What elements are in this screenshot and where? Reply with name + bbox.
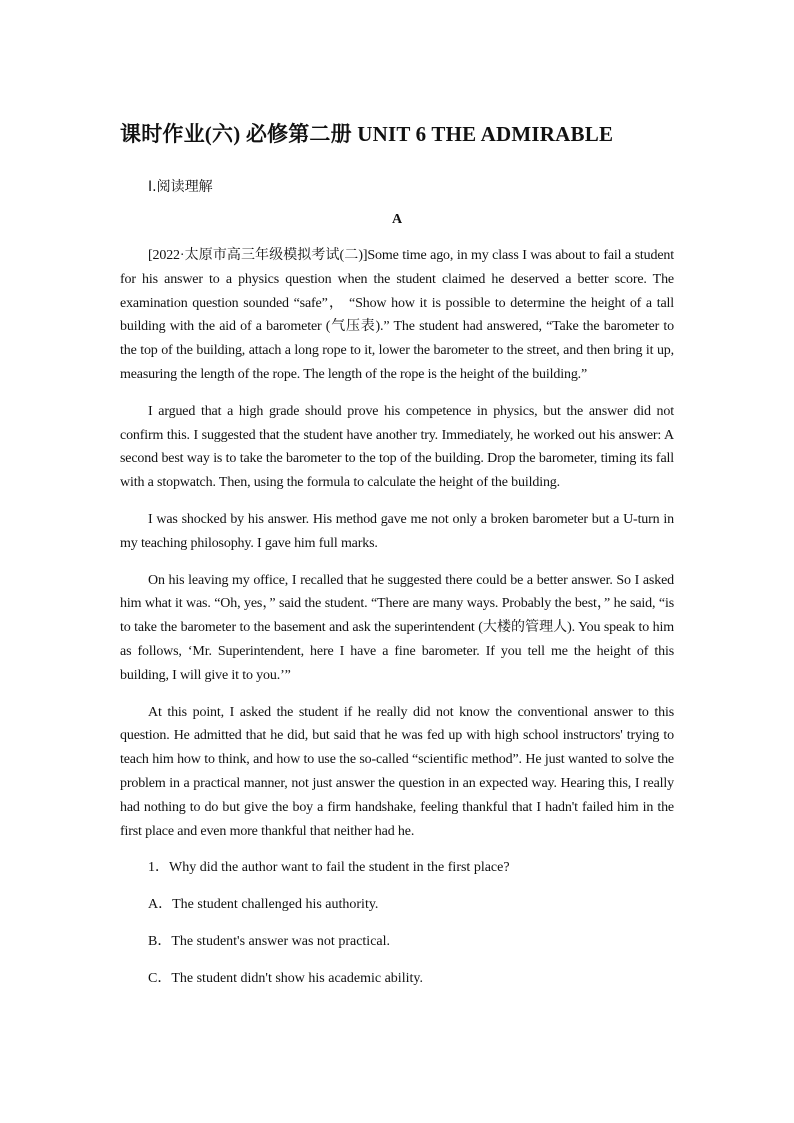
- paragraph: On his leaving my office, I recalled that he suggested there could be a better answer. So I asked him what it was. “Oh, yes，” said the student. “There are many ways. Probably the best，” he said, “is to take the barometer to the basement and ask the superintendent (大楼的管理人). You speak to him as follows, ‘Mr. Superintendent, here I have a fine barometer. If you tell me the height of this building, I will give it to you.’”: [120, 572, 674, 683]
- paragraph: At this point, I asked the student if he really did not know the conventional answer to this question. He admitted that he did, but said that he was fed up with high school instructors' trying to teach him how to think, and how to use the so-called “scientific method”. He just wanted to solve the problem in a practical manner, not just answer the question in an expected way. Hearing this, I really had nothing to do but give the boy a firm handshake, feeling thankful that I hadn't failed him in the first place and even more thankful that neither had he.: [120, 704, 674, 839]
- option-c: C．The student didn't show his academic ability.: [148, 970, 423, 986]
- option-a: A．The student challenged his authority.: [148, 897, 379, 913]
- question-1: 1．Why did the author want to fail the student in the first place?: [148, 860, 510, 876]
- passage-label: A: [391, 212, 403, 227]
- paragraph: I was shocked by his answer. His method gave me not only a broken barometer but a U-turn in my teaching philosophy. I gave him full marks.: [120, 511, 674, 551]
- passage-body: [120, 244, 674, 1004]
- paragraph: I argued that a high grade should prove his competence in physics, but the answer did not confirm this. I suggested that the student have another try. Immediately, he worked out his answer: A second best way is to take the barometer to the top of the building. Drop the barometer, timing its fall with a stopwatch. Then, using the formula to calculate the height of the building.: [120, 403, 674, 491]
- page-title: 课时作业(六) 必修第二册 UNIT 6 THE ADMIRABLE: [120, 122, 614, 146]
- option-b: B．The student's answer was not practical.: [148, 933, 391, 949]
- paragraph: [2022·太原市高三年级模拟考试(二)]Some time ago, in my class I was about to fail a student for his answer to a physics question when the student claimed he deserved a better score. The examination question sounded “safe”， “Show how it is possible to determine the height of a tall building with the aid of a barometer (气压表).” The student had answered, “Take the barometer to the top of the building, attach a long rope to it, lower the barometer to the street, and then bring it up, measuring the length of the rope. The length of the rope is the height of the building.”: [120, 248, 674, 382]
- section-heading: Ⅰ.阅读理解: [148, 179, 213, 195]
